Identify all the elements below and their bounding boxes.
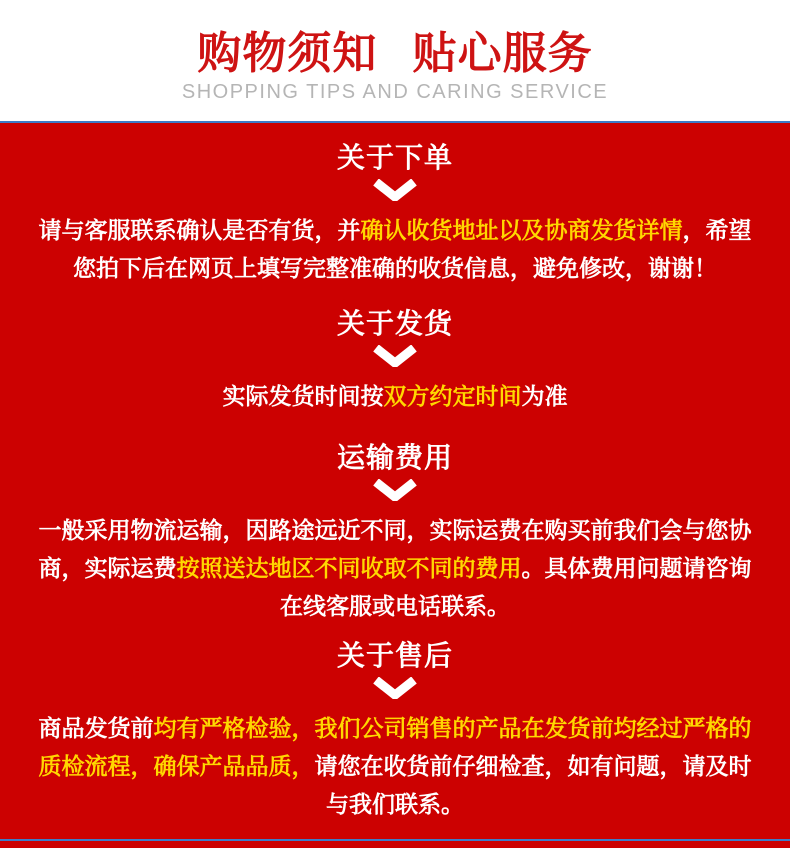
highlighted-text-segment: 均有严格检验，我们公司销售的产品在发货前均经过严格的	[153, 715, 752, 741]
notice-section	[0, 123, 790, 287]
notice-section	[0, 625, 790, 823]
chevron-down-icon	[0, 345, 790, 367]
section-heading: 关于发货	[336, 308, 453, 339]
paragraph-line	[35, 211, 755, 249]
paragraph-line	[35, 747, 755, 785]
section-heading: 运输费用	[336, 442, 453, 473]
text-segment: 请与客服联系确认是否有货，并	[38, 217, 361, 243]
section-heading: 关于售后	[336, 640, 453, 671]
paragraph-line	[35, 249, 755, 287]
text-segment: 与我们联系。	[326, 791, 464, 817]
text-segment: 商，实际运费	[38, 555, 177, 581]
highlighted-text-segment: 确认收货地址以及协商发货详情	[360, 217, 683, 243]
highlighted-text-segment: 双方约定时间	[383, 383, 522, 409]
text-segment: 在线客服或电话联系。	[280, 593, 510, 619]
chevron-down-icon	[0, 677, 790, 699]
paragraph-line	[35, 785, 755, 823]
section-paragraph	[35, 211, 755, 287]
notice-section	[0, 415, 790, 625]
text-segment: ，希望	[682, 217, 752, 243]
text-segment: 实际发货时间按	[222, 383, 384, 409]
notice-section	[0, 287, 790, 415]
text-segment: 您拍下后在网页上填写完整准确的收货信息，避免修改，谢谢！	[73, 255, 717, 281]
text-segment: 为准	[521, 383, 568, 409]
notice-sections	[0, 123, 790, 823]
section-paragraph	[35, 377, 755, 415]
text-segment: 一般采用物流运输，因路途远近不同，实际运费在购买前我们会与您协	[38, 517, 752, 543]
notice-header	[0, 0, 790, 121]
text-segment: 请您在收货前仔细检查，如有问题，请及时	[314, 753, 752, 779]
highlighted-text-segment: 质检流程，确保产品品质，	[38, 753, 315, 779]
paragraph-line	[35, 587, 755, 625]
paragraph-line	[35, 377, 755, 415]
page-subtitle: SHOPPING TIPS AND CARING SERVICE	[181, 81, 609, 103]
page-title: 购物须知 贴心服务	[197, 29, 593, 78]
paragraph-line	[35, 709, 755, 747]
text-segment: 商品发货前	[38, 715, 154, 741]
paragraph-line	[35, 511, 755, 549]
chevron-down-icon	[0, 479, 790, 501]
paragraph-line	[35, 549, 755, 587]
chevron-down-icon	[0, 179, 790, 201]
notice-body	[0, 123, 790, 839]
section-paragraph	[35, 709, 755, 823]
text-segment: 。具体费用问题请咨询	[521, 555, 752, 581]
highlighted-text-segment: 按照送达地区不同收取不同的费用	[176, 555, 522, 581]
section-heading: 关于下单	[336, 142, 453, 173]
section-paragraph	[35, 511, 755, 625]
next-banner-edge	[0, 841, 790, 848]
